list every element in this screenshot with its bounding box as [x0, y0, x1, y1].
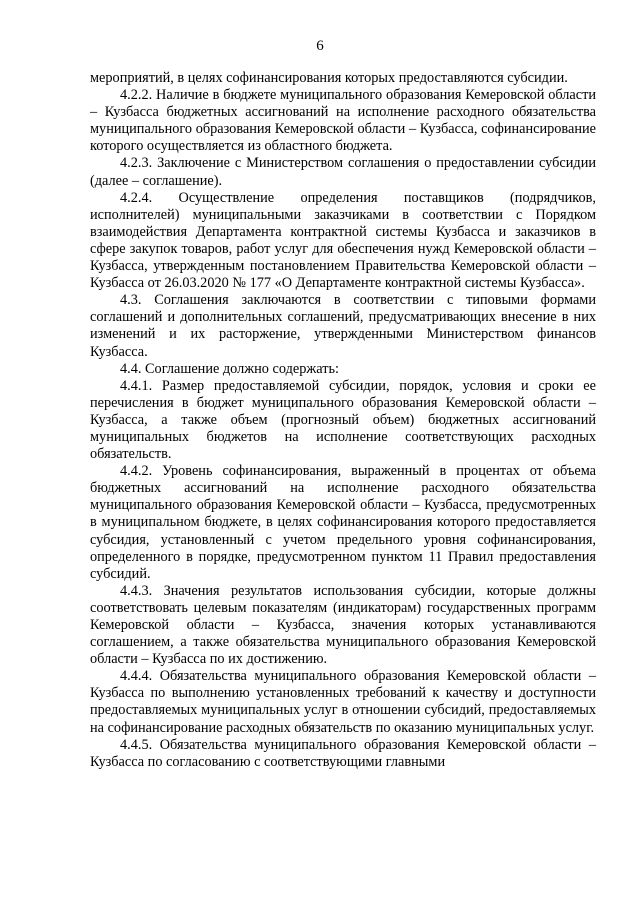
- paragraph-4-4-3: 4.4.3. Значения результатов использования субсидии, которые должны соответствовать целевым показателям (индикаторам) государственных программ Кемеровской области – Кузбасса, значения которых устанавливаются соглашением, а также обязательства муниципального образования Кемеровской области – Кузбасса по их достижению.: [90, 582, 596, 668]
- paragraph-4-4-2: 4.4.2. Уровень софинансирования, выраженный в процентах от объема бюджетных ассигнований на исполнение расходного обязательства муниципального образования Кемеровской области – Кузбасса, предусмотренных в муниципальном бюджете, в целях софинансирования которого предоставляется субсидия, установленный с учетом предельного уровня софинансирования, определенного в порядке, предусмотренном пунктом 11 Правил предоставления субсидий.: [90, 463, 596, 582]
- paragraph-4-2-3: 4.2.3. Заключение с Министерством соглашения о предоставлении субсидии (далее – соглашение).: [90, 155, 596, 189]
- paragraph-4-2-2: 4.2.2. Наличие в бюджете муниципального образования Кемеровской области – Кузбасса бюджетных ассигнований на исполнение расходного обязательства муниципального образования Кемеровской области – Кузбасса, софинансирование которого осуществляется из областного бюджета.: [90, 87, 596, 155]
- page-number: 6: [316, 38, 324, 54]
- paragraph-4-4-4: 4.4.4. Обязательства муниципального образования Кемеровской области – Кузбасса по выполнению установленных требований к качеству и доступности предоставляемых муниципальных услуг в отношении субсидий, предоставляемых на софинансирование расходных обязательств по оказанию муниципальных услуг.: [90, 668, 596, 736]
- document-body: [90, 70, 596, 771]
- paragraph-4-3: 4.3. Соглашения заключаются в соответствии с типовыми формами соглашений и дополнительных соглашений, предусматривающих внесение в них изменений и их расторжение, утвержденными Министерством финансов Кузбасса.: [90, 292, 596, 360]
- paragraph-continuation: мероприятий, в целях софинансирования которых предоставляются субсидии.: [90, 70, 568, 86]
- paragraph-4-4-1: 4.4.1. Размер предоставляемой субсидии, порядок, условия и сроки ее перечисления в бюджет муниципального образования Кемеровской области – Кузбасса, а также объем (прогнозный объем) бюджетных ассигнований муниципальных бюджетов на исполнение соответствующих расходных обязательств.: [90, 377, 596, 463]
- paragraph-4-2-4: 4.2.4. Осуществление определения поставщиков (подрядчиков, исполнителей) муниципальными заказчиками в соответствии с Порядком взаимодействия Департамента контрактной системы Кузбасса и заказчиков в сфере закупок товаров, работ услуг для обеспечения нужд Кемеровской области – Кузбасса, утвержденным постановлением Правительства Кемеровской области – Кузбасса от 26.03.2020 № 177 «О Департаменте контрактной системы Кузбасса».: [90, 189, 596, 292]
- paragraph-4-4: 4.4. Соглашение должно содержать:: [120, 360, 339, 377]
- paragraph-4-4-5: 4.4.5. Обязательства муниципального образования Кемеровской области – Кузбасса по согласованию с соответствующими главными: [90, 736, 596, 770]
